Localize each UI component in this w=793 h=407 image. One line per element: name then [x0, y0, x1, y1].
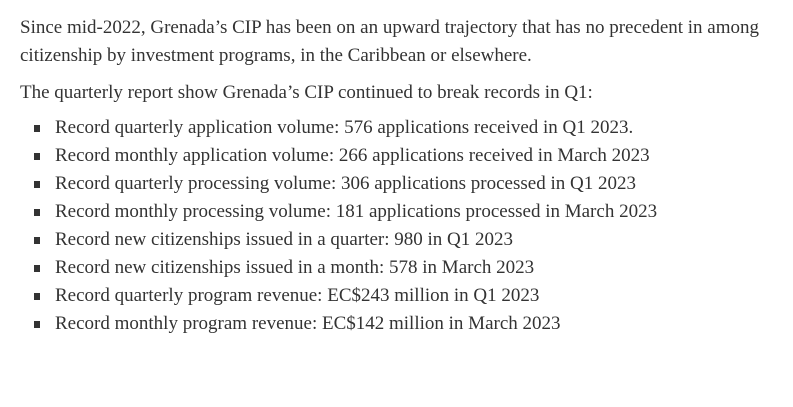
lead-paragraph: The quarterly report show Grenada’s CIP continued to break records in Q1:: [20, 82, 593, 103]
intro-paragraph: Since mid-2022, Grenada’s CIP has been on an upward trajectory that has no precedent in among citizenship by investment programs, in the Caribbean or elsewhere.: [20, 17, 760, 66]
list-item: [20, 282, 780, 310]
list-item: [20, 226, 780, 254]
bullet-icon: [34, 125, 40, 132]
bullet-icon: [34, 293, 40, 300]
records-list: [20, 114, 780, 338]
list-item: [20, 170, 780, 198]
list-item-text: Record monthly application volume: 266 applications received in March 2023: [55, 144, 650, 166]
list-item-text: Record new citizenships issued in a quarter: 980 in Q1 2023: [55, 228, 514, 250]
list-item: [20, 310, 780, 338]
list-item-text: Record quarterly processing volume: 306 applications processed in Q1 2023: [55, 172, 636, 194]
list-item-text: Record monthly program revenue: EC$142 million in March 2023: [55, 312, 561, 334]
bullet-icon: [34, 181, 40, 188]
bullet-icon: [34, 209, 40, 216]
list-item: [20, 254, 780, 282]
bullet-icon: [34, 321, 40, 328]
bullet-icon: [34, 237, 40, 244]
bullet-icon: [34, 265, 40, 272]
list-item-text: Record quarterly application volume: 576 applications received in Q1 2023.: [55, 116, 634, 138]
article-body: [20, 14, 780, 338]
list-item: [20, 142, 780, 170]
bullet-icon: [34, 153, 40, 160]
list-item-text: Record monthly processing volume: 181 applications processed in March 2023: [55, 200, 658, 222]
list-item: [20, 198, 780, 226]
list-item: [20, 114, 780, 142]
list-item-text: Record quarterly program revenue: EC$243 million in Q1 2023: [55, 284, 540, 306]
list-item-text: Record new citizenships issued in a month: 578 in March 2023: [55, 256, 535, 278]
